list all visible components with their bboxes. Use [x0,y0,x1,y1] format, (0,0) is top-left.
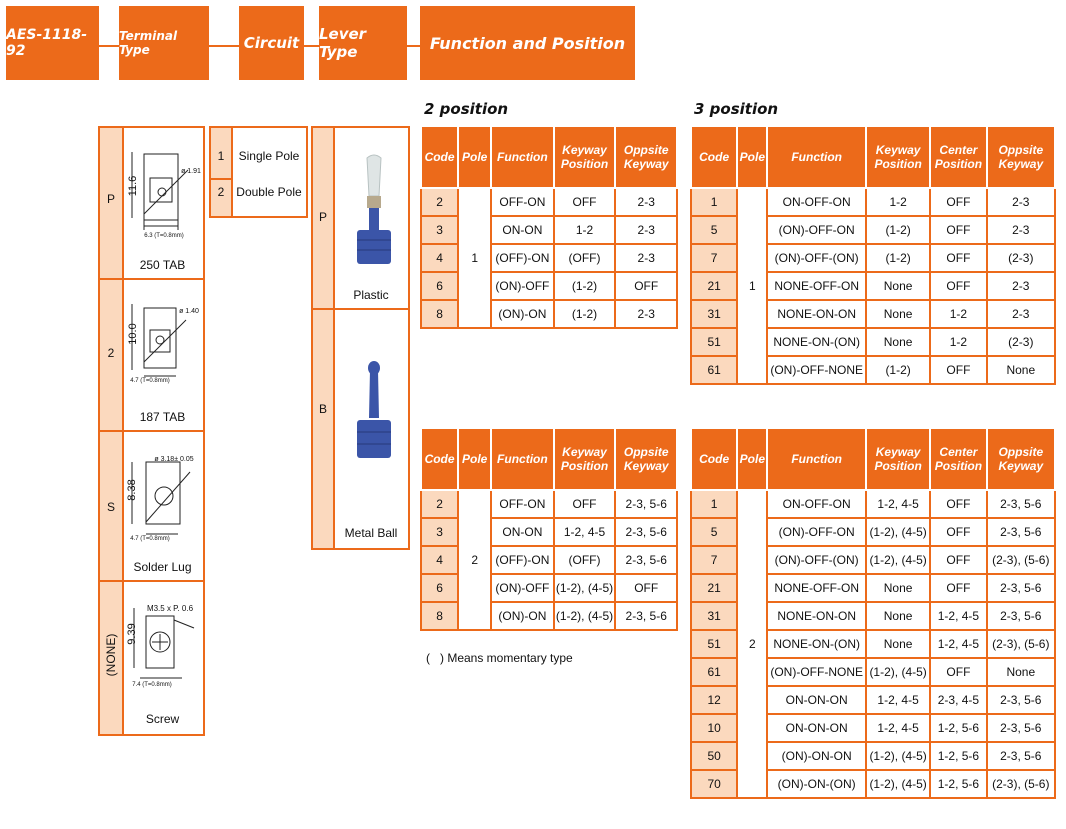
dim-hole: ø 1.91 [181,168,201,175]
dim-height: 10.0 [127,323,139,345]
row-code: 8 [421,602,458,630]
row-opposite: 2-3 [615,244,677,272]
row-function: ON-ON-ON [767,714,866,742]
terminal-name: Solder Lug [133,560,192,574]
col-function: Function [767,428,866,490]
row-function: ON-OFF-ON [767,490,866,518]
row-function: NONE-ON-ON [767,602,866,630]
terminal-type-label: Terminal Type [119,29,178,57]
row-pole: 2 [458,490,491,630]
table-row [691,490,1055,518]
row-center: OFF [930,272,986,300]
circuit-code: 1 [217,149,225,163]
dim-width: 4.7 (T=0.8mm) [130,378,170,384]
function-position-label: Function and Position [429,33,626,53]
row-opposite: 2-3, 5-6 [987,686,1055,714]
col-opposite: Oppsite Keyway [615,126,677,188]
row-keyway: (1-2), (4-5) [554,602,616,630]
row-code: 21 [691,272,737,300]
terminal-code: 2 [107,346,115,360]
row-function: OFF-ON [491,188,553,216]
header-connector [407,45,420,47]
row-center: OFF [930,546,986,574]
row-center: 1-2, 5-6 [930,742,986,770]
row-function: (ON)-OFF-(ON) [767,244,866,272]
circuit-panel [209,126,308,218]
terminal-name: 187 TAB [139,410,186,424]
row-code: 31 [691,300,737,328]
row-code: 7 [691,546,737,574]
row-code: 61 [691,658,737,686]
col-code: Code [691,428,737,490]
row-function: NONE-OFF-ON [767,272,866,300]
two-position-single-pole-table [420,125,678,329]
row-opposite: 2-3, 5-6 [987,602,1055,630]
row-code: 2 [421,490,458,518]
row-keyway: (1-2), (4-5) [866,518,930,546]
row-function: (ON)-ON [491,300,553,328]
dim-width: 7.4 (T=0.8mm) [132,682,172,688]
row-function: (OFF)-ON [491,244,553,272]
row-keyway: (1-2), (4-5) [866,546,930,574]
row-code: 1 [691,188,737,216]
terminal-name: Screw [145,712,180,726]
row-center: 2-3, 4-5 [930,686,986,714]
row-keyway: (1-2) [866,216,930,244]
row-keyway: 1-2, 4-5 [866,490,930,518]
momentary-note [426,651,573,665]
header-terminal-type [119,6,209,80]
row-code: 7 [691,244,737,272]
dim-width: 4.7 (T=0.8mm) [130,536,170,542]
table-row [691,188,1055,216]
row-keyway: 1-2, 4-5 [866,686,930,714]
row-center: 1-2, 4-5 [930,602,986,630]
row-opposite: (2-3), (5-6) [987,630,1055,658]
row-opposite: (2-3) [987,244,1055,272]
row-code: 50 [691,742,737,770]
col-opposite: Oppsite Keyway [987,428,1055,490]
circuit-name: Double Pole [236,185,302,199]
row-opposite: (2-3), (5-6) [987,770,1055,798]
lever-type-panel [311,126,410,550]
row-center: OFF [930,356,986,384]
row-keyway: (1-2) [554,272,616,300]
lever-code-column [313,128,333,548]
three-position-single-pole-table [690,125,1056,385]
row-center: OFF [930,518,986,546]
row-opposite: 2-3, 5-6 [615,602,677,630]
row-code: 2 [421,188,458,216]
row-center: 1-2, 4-5 [930,630,986,658]
col-function: Function [767,126,866,188]
lever-code: B [318,402,327,416]
header-model [6,6,99,80]
two-position-double-pole-table [420,427,678,631]
terminal-code: (NONE) [104,633,118,677]
model-label: AES-1118-92 [6,27,88,59]
row-keyway: OFF [554,188,616,216]
terminal-name: 250 TAB [139,258,186,272]
col-code: Code [421,126,458,188]
dim-hole: ø 3.18± 0.05 [154,456,194,463]
col-keyway: Keyway Position [866,126,930,188]
row-opposite: 2-3 [615,300,677,328]
circuit-name: Single Pole [238,149,300,163]
col-pole: Pole [458,428,491,490]
row-opposite: 2-3 [615,216,677,244]
row-opposite: None [987,356,1055,384]
row-function: (ON)-OFF-ON [767,518,866,546]
row-function: NONE-ON-(ON) [767,328,866,356]
row-center: OFF [930,244,986,272]
row-keyway: None [866,272,930,300]
row-opposite: 2-3, 5-6 [987,574,1055,602]
row-opposite: 2-3, 5-6 [615,546,677,574]
row-code: 10 [691,714,737,742]
col-center: Center Position [930,126,986,188]
row-keyway: (1-2) [866,244,930,272]
three-position-double-pole-table [690,427,1056,799]
col-pole: Pole [737,126,767,188]
row-center: OFF [930,216,986,244]
row-function: (ON)-OFF-NONE [767,356,866,384]
row-opposite: 2-3 [987,188,1055,216]
row-code: 12 [691,686,737,714]
col-code: Code [421,428,458,490]
row-keyway: None [866,574,930,602]
row-opposite: 2-3 [987,300,1055,328]
row-function: (ON)-OFF-NONE [767,658,866,686]
row-code: 6 [421,272,458,300]
header-connector [99,45,119,47]
circuit-code: 2 [217,185,225,199]
row-function: ON-ON-ON [767,686,866,714]
row-opposite: 2-3 [987,216,1055,244]
row-opposite: None [987,658,1055,686]
col-keyway: Keyway Position [866,428,930,490]
row-code: 1 [691,490,737,518]
table-row [421,188,677,216]
row-opposite: 2-3, 5-6 [615,490,677,518]
row-code: 21 [691,574,737,602]
dim-hole: ø 1.40 [179,308,199,315]
row-keyway: None [866,300,930,328]
note-text: ) Means momentary type [440,651,573,665]
row-code: 8 [421,300,458,328]
lever-code: P [318,210,327,224]
row-code: 5 [691,216,737,244]
header-connector [304,45,319,47]
divider [333,128,335,548]
note-paren: ( [426,651,430,665]
row-function: NONE-ON-(ON) [767,630,866,658]
row-keyway: (1-2), (4-5) [866,770,930,798]
col-keyway: Keyway Position [554,428,616,490]
circuit-label: Circuit [243,34,300,52]
col-center: Center Position [930,428,986,490]
divider [231,128,233,216]
row-opposite: 2-3, 5-6 [987,742,1055,770]
row-keyway: None [866,602,930,630]
row-function: ON-OFF-ON [767,188,866,216]
row-keyway: 1-2, 4-5 [866,714,930,742]
dim-height: 8.38 [126,479,138,501]
row-center: OFF [930,658,986,686]
divider [100,278,203,280]
row-opposite: 2-3, 5-6 [987,714,1055,742]
row-opposite: (2-3) [987,328,1055,356]
row-center: OFF [930,188,986,216]
lever-name: Plastic [353,288,389,302]
row-center: 1-2, 5-6 [930,714,986,742]
row-code: 61 [691,356,737,384]
header-function-position [420,6,635,80]
row-pole: 1 [458,188,491,328]
header-connector [209,45,239,47]
row-keyway: (OFF) [554,244,616,272]
row-function: ON-ON [491,518,553,546]
row-function: (ON)-OFF [491,272,553,300]
row-keyway: (OFF) [554,546,616,574]
row-code: 51 [691,630,737,658]
row-function: (ON)-ON-(ON) [767,770,866,798]
dim-width: 6.3 (T=0.8mm) [144,233,184,239]
row-function: (ON)-ON-ON [767,742,866,770]
divider [313,308,408,310]
row-keyway: None [866,630,930,658]
row-code: 4 [421,546,458,574]
lever-name: Metal Ball [344,526,398,540]
row-keyway: (1-2), (4-5) [866,742,930,770]
col-pole: Pole [737,428,767,490]
row-center: 1-2, 5-6 [930,770,986,798]
row-function: NONE-OFF-ON [767,574,866,602]
col-function: Function [491,126,553,188]
col-code: Code [691,126,737,188]
row-center: 1-2 [930,328,986,356]
row-opposite: OFF [615,272,677,300]
dim-height: 11.6 [127,175,139,197]
header-circuit [239,6,304,80]
divider [211,178,231,180]
row-code: 6 [421,574,458,602]
row-center: OFF [930,574,986,602]
row-function: (ON)-ON [491,602,553,630]
divider [100,430,203,432]
dim-height: 9.39 [126,623,138,645]
col-pole: Pole [458,126,491,188]
row-function: (ON)-OFF-ON [767,216,866,244]
row-opposite: 2-3, 5-6 [987,518,1055,546]
row-opposite: 2-3, 5-6 [987,490,1055,518]
row-keyway: None [866,328,930,356]
row-function: (ON)-OFF-(ON) [767,546,866,574]
row-keyway: (1-2), (4-5) [554,574,616,602]
row-opposite: 2-3, 5-6 [615,518,677,546]
row-keyway: (1-2) [554,300,616,328]
col-keyway: Keyway Position [554,126,616,188]
row-pole: 1 [737,188,767,384]
row-keyway: 1-2 [554,216,616,244]
terminal-type-panel [98,126,205,736]
row-code: 70 [691,770,737,798]
circuit-code-column [211,128,231,216]
row-keyway: (1-2) [866,356,930,384]
row-center: OFF [930,490,986,518]
row-code: 5 [691,518,737,546]
terminal-code: P [106,192,115,206]
dim-thread: M3.5 x P. 0.6 [146,604,194,613]
table-row [421,490,677,518]
row-opposite: 2-3 [987,272,1055,300]
row-function: (ON)-OFF [491,574,553,602]
row-code: 51 [691,328,737,356]
row-opposite: OFF [615,574,677,602]
row-function: NONE-ON-ON [767,300,866,328]
row-code: 31 [691,602,737,630]
two-position-title: 2 position [424,100,509,118]
row-opposite: 2-3 [615,188,677,216]
terminal-code: S [106,500,115,514]
row-keyway: 1-2 [866,188,930,216]
plastic-lever-image [349,150,399,270]
row-opposite: (2-3), (5-6) [987,546,1055,574]
col-opposite: Oppsite Keyway [987,126,1055,188]
row-keyway: 1-2, 4-5 [554,518,616,546]
three-position-title: 3 position [694,100,779,118]
row-function: (OFF)-ON [491,546,553,574]
divider [100,580,203,582]
lever-type-label: Lever Type [319,25,367,61]
header-lever-type [319,6,407,80]
row-code: 4 [421,244,458,272]
metal-ball-lever-image [349,358,399,468]
col-function: Function [491,428,553,490]
row-pole: 2 [737,490,767,798]
row-code: 3 [421,518,458,546]
col-opposite: Oppsite Keyway [615,428,677,490]
row-function: ON-ON [491,216,553,244]
row-center: 1-2 [930,300,986,328]
row-keyway: (1-2), (4-5) [866,658,930,686]
row-function: OFF-ON [491,490,553,518]
row-keyway: OFF [554,490,616,518]
row-code: 3 [421,216,458,244]
